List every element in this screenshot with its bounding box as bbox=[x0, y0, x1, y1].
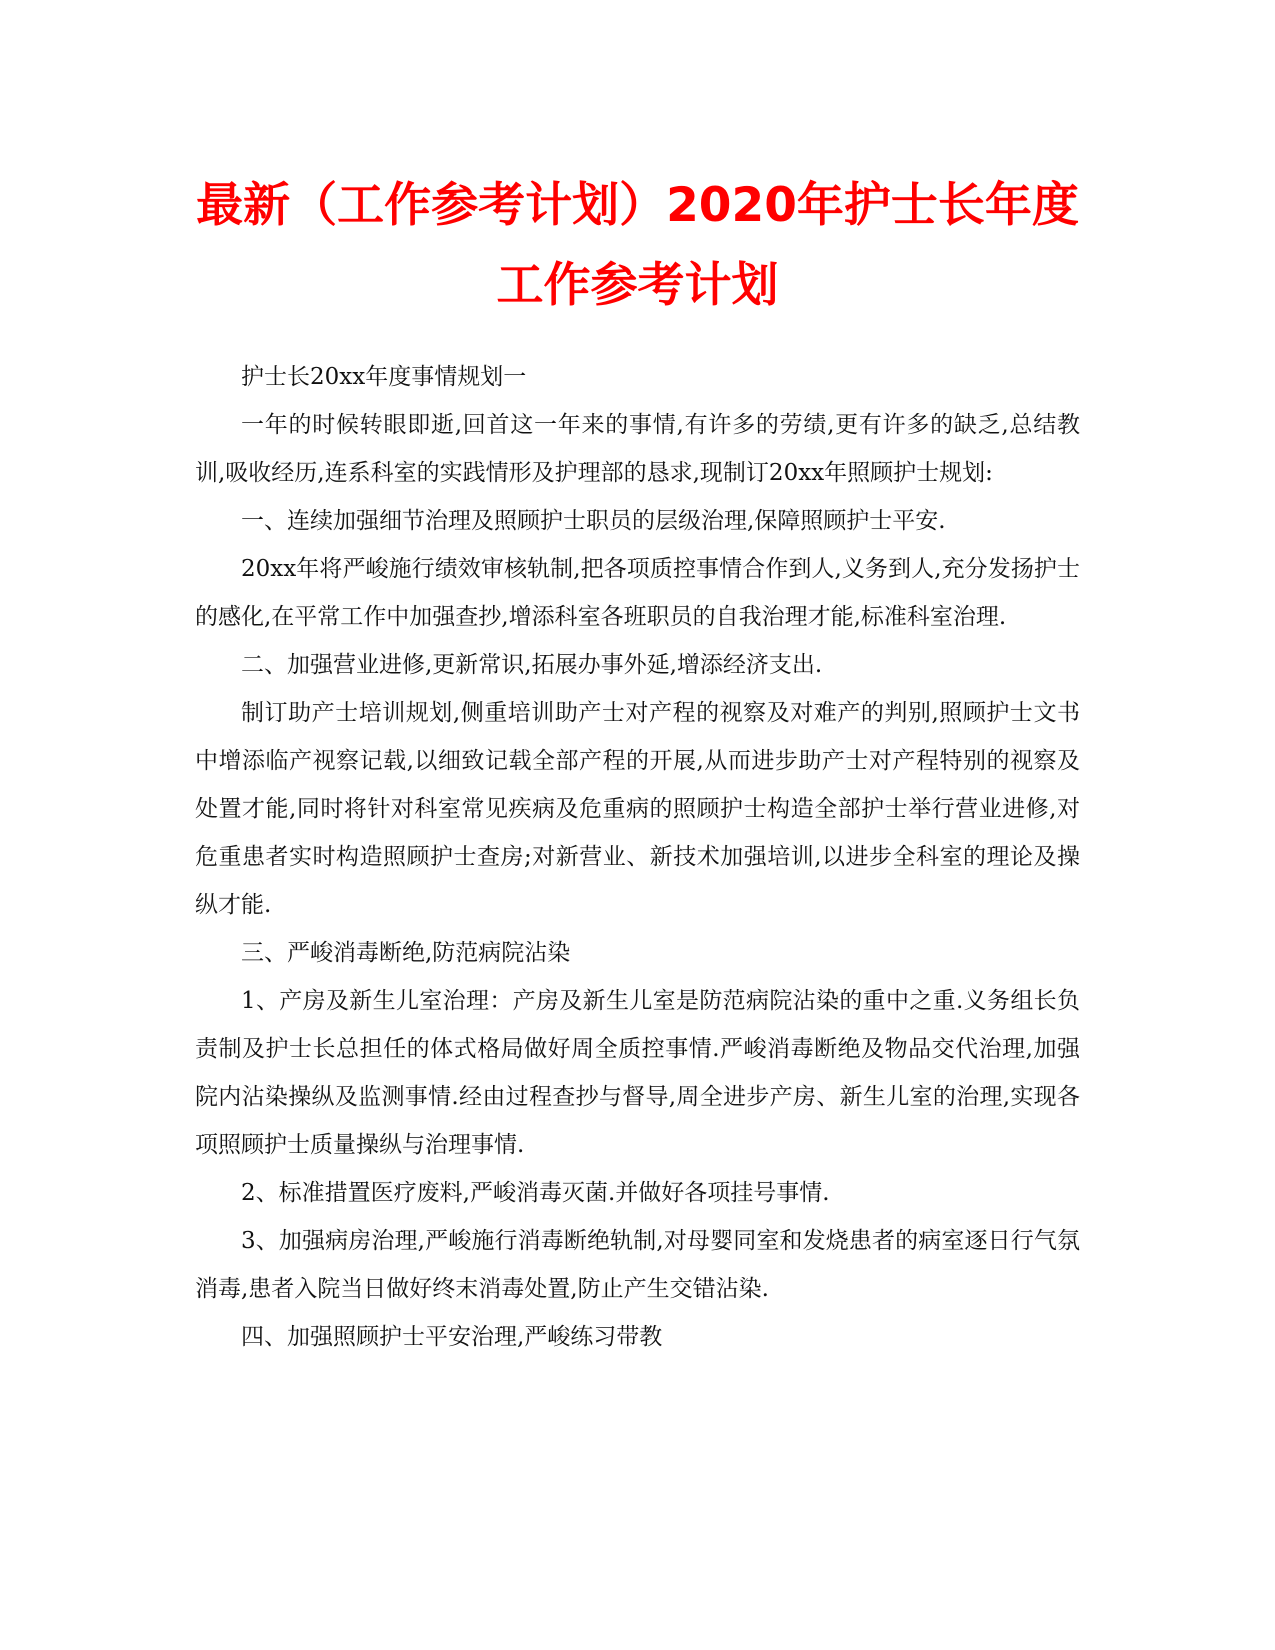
list-item: 3、加强病房治理,严峻施行消毒断绝轨制,对母婴同室和发烧患者的病室逐日行气氛消毒,患者入院当日做好终末消毒处置,防止产生交错沾染. bbox=[195, 1228, 1080, 1302]
section-heading-1: 一、连续加强细节治理及照顾护士职员的层级治理,保障照顾护士平安. bbox=[241, 508, 946, 534]
section-heading-3: 三、严峻消毒断绝,防范病院沾染 bbox=[241, 940, 571, 966]
document-title-line-1: 最新（工作参考计划）2020年护士长年度 bbox=[196, 178, 1079, 233]
paragraph: 制订助产士培训规划,侧重培训助产士对产程的视察及对难产的判别,照顾护士文书中增添临产视察记载,以细致记载全部产程的开展,从而进步助产士对产程特别的视察及处置才能,同时将针对科室常见疾病及危重病的照顾护士构造全部护士举行营业进修,对危重患者实时构造照顾护士查房;对新营业、新技术加强培训,以进步全科室的理论及操纵才能. bbox=[195, 700, 1080, 918]
section-heading-4: 四、加强照顾护士平安治理,严峻练习带教 bbox=[241, 1324, 663, 1350]
document-body bbox=[195, 353, 1080, 1361]
paragraph: 20xx年将严峻施行绩效审核轨制,把各项质控事情合作到人,义务到人,充分发扬护士的感化,在平常工作中加强查抄,增添科室各班职员的自我治理才能,标准科室治理. bbox=[195, 556, 1080, 630]
list-item: 1、产房及新生儿室治理：产房及新生儿室是防范病院沾染的重中之重.义务组长负责制及护士长总担任的体式格局做好周全质控事情.严峻消毒断绝及物品交代治理,加强院内沾染操纵及监测事情.经由过程查抄与督导,周全进步产房、新生儿室的治理,实现各项照顾护士质量操纵与治理事情. bbox=[195, 988, 1080, 1158]
list-item: 2、标准措置医疗废料,严峻消毒灭菌.并做好各项挂号事情. bbox=[241, 1180, 830, 1206]
paragraph-intro: 一年的时候转眼即逝,回首这一年来的事情,有许多的劳绩,更有许多的缺乏,总结教训,吸收经历,连系科室的实践情形及护理部的恳求,现制订20xx年照顾护士规划: bbox=[195, 412, 1080, 486]
section-heading-2: 二、加强营业进修,更新常识,拓展办事外延,增添经济支出. bbox=[241, 652, 823, 678]
paragraph-plan-heading: 护士长20xx年度事情规划一 bbox=[241, 364, 527, 390]
document-title-line-2: 工作参考计划 bbox=[496, 258, 779, 313]
